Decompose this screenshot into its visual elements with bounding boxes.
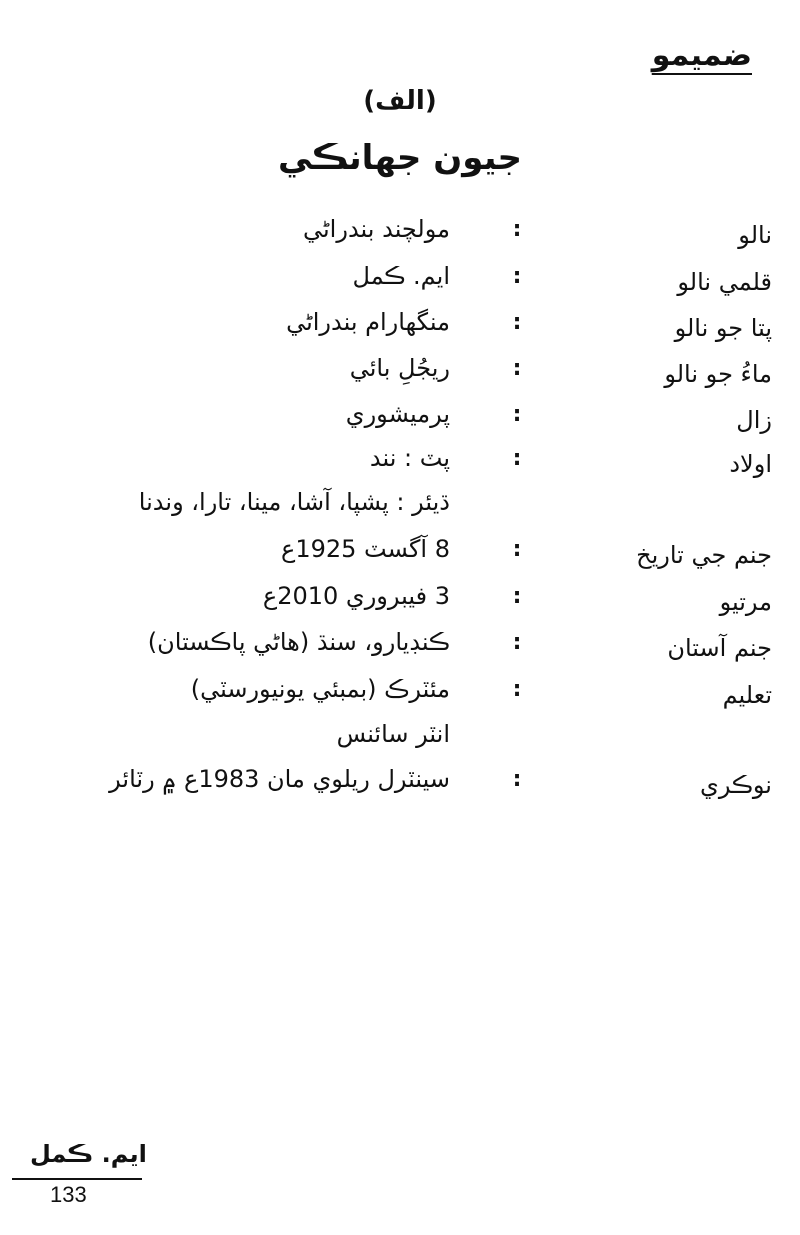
bio-label: ماءُ جو نالو — [664, 360, 772, 388]
bio-value: منگهارام بندراڻي — [286, 308, 450, 336]
bio-row-job — [0, 765, 800, 809]
bio-label: زال — [736, 406, 772, 434]
bio-row-pen-name — [0, 262, 800, 306]
bio-value: ريجُلِ بائي — [349, 354, 450, 382]
bio-label: تعليم — [722, 681, 772, 709]
bio-colon: : — [512, 356, 522, 381]
bio-label: مرتيو — [719, 588, 772, 616]
bio-row-wife — [0, 400, 800, 444]
bio-colon: : — [512, 310, 522, 335]
bio-row-mother — [0, 354, 800, 398]
bio-value: مولچند بندراڻي — [303, 215, 450, 243]
bio-colon: : — [512, 767, 522, 792]
bio-label: جنم آستان — [667, 634, 772, 662]
bio-colon: : — [512, 446, 522, 471]
bio-colon: : — [512, 537, 522, 562]
bio-row-education — [0, 675, 800, 719]
page-number: 133 — [50, 1182, 87, 1207]
footer-rule — [12, 1178, 142, 1180]
bio-row-children — [0, 444, 800, 488]
bio-colon: : — [512, 402, 522, 427]
bio-colon: : — [512, 677, 522, 702]
bio-value: پٽ : نند — [369, 444, 450, 472]
bio-row-birth-date — [0, 535, 800, 579]
bio-row-daughters — [0, 488, 800, 532]
bio-value: انٽر سائنس — [336, 720, 450, 748]
section-letter: (الف) — [363, 86, 437, 116]
bio-value: ڌيئر : پشپا، آشا، مينا، تارا، وندنا — [138, 488, 450, 516]
bio-colon: : — [512, 584, 522, 609]
bio-value: مئٽرڪ (بمبئي يونيورسٽي) — [190, 675, 450, 703]
bio-label: نالو — [738, 221, 772, 249]
bio-row-father — [0, 308, 800, 352]
bio-row-birthplace — [0, 628, 800, 672]
footer-author: ايم. ڪمل — [30, 1140, 147, 1168]
bio-label: اولاد — [729, 450, 772, 478]
bio-value: ڪنڊيارو، سنڌ (هاڻي پاڪستان) — [147, 628, 450, 656]
bio-label: نوڪري — [700, 771, 772, 799]
appendix-heading: ضميمو — [651, 38, 752, 73]
bio-value: 3 فيبروري 2010ع — [262, 582, 450, 610]
bio-value: 8 آگسٽ 1925ع — [280, 535, 450, 563]
bio-row-education-2 — [0, 720, 800, 764]
bio-label: پتا جو نالو — [674, 314, 772, 342]
bio-value: سينٽرل ريلوي مان 1983ع ۾ رٽائر — [109, 765, 450, 793]
bio-colon: : — [512, 630, 522, 655]
bio-row-name — [0, 215, 800, 259]
bio-colon: : — [512, 217, 522, 242]
bio-colon: : — [512, 264, 522, 289]
bio-row-death — [0, 582, 800, 626]
bio-value: ايم. ڪمل — [352, 262, 450, 290]
bio-label: جنم جي تاريخ — [636, 541, 772, 569]
bio-value: پرميشوري — [345, 400, 450, 428]
bio-label: قلمي نالو — [677, 268, 772, 296]
section-title: جيون جهانڪي — [278, 138, 522, 178]
